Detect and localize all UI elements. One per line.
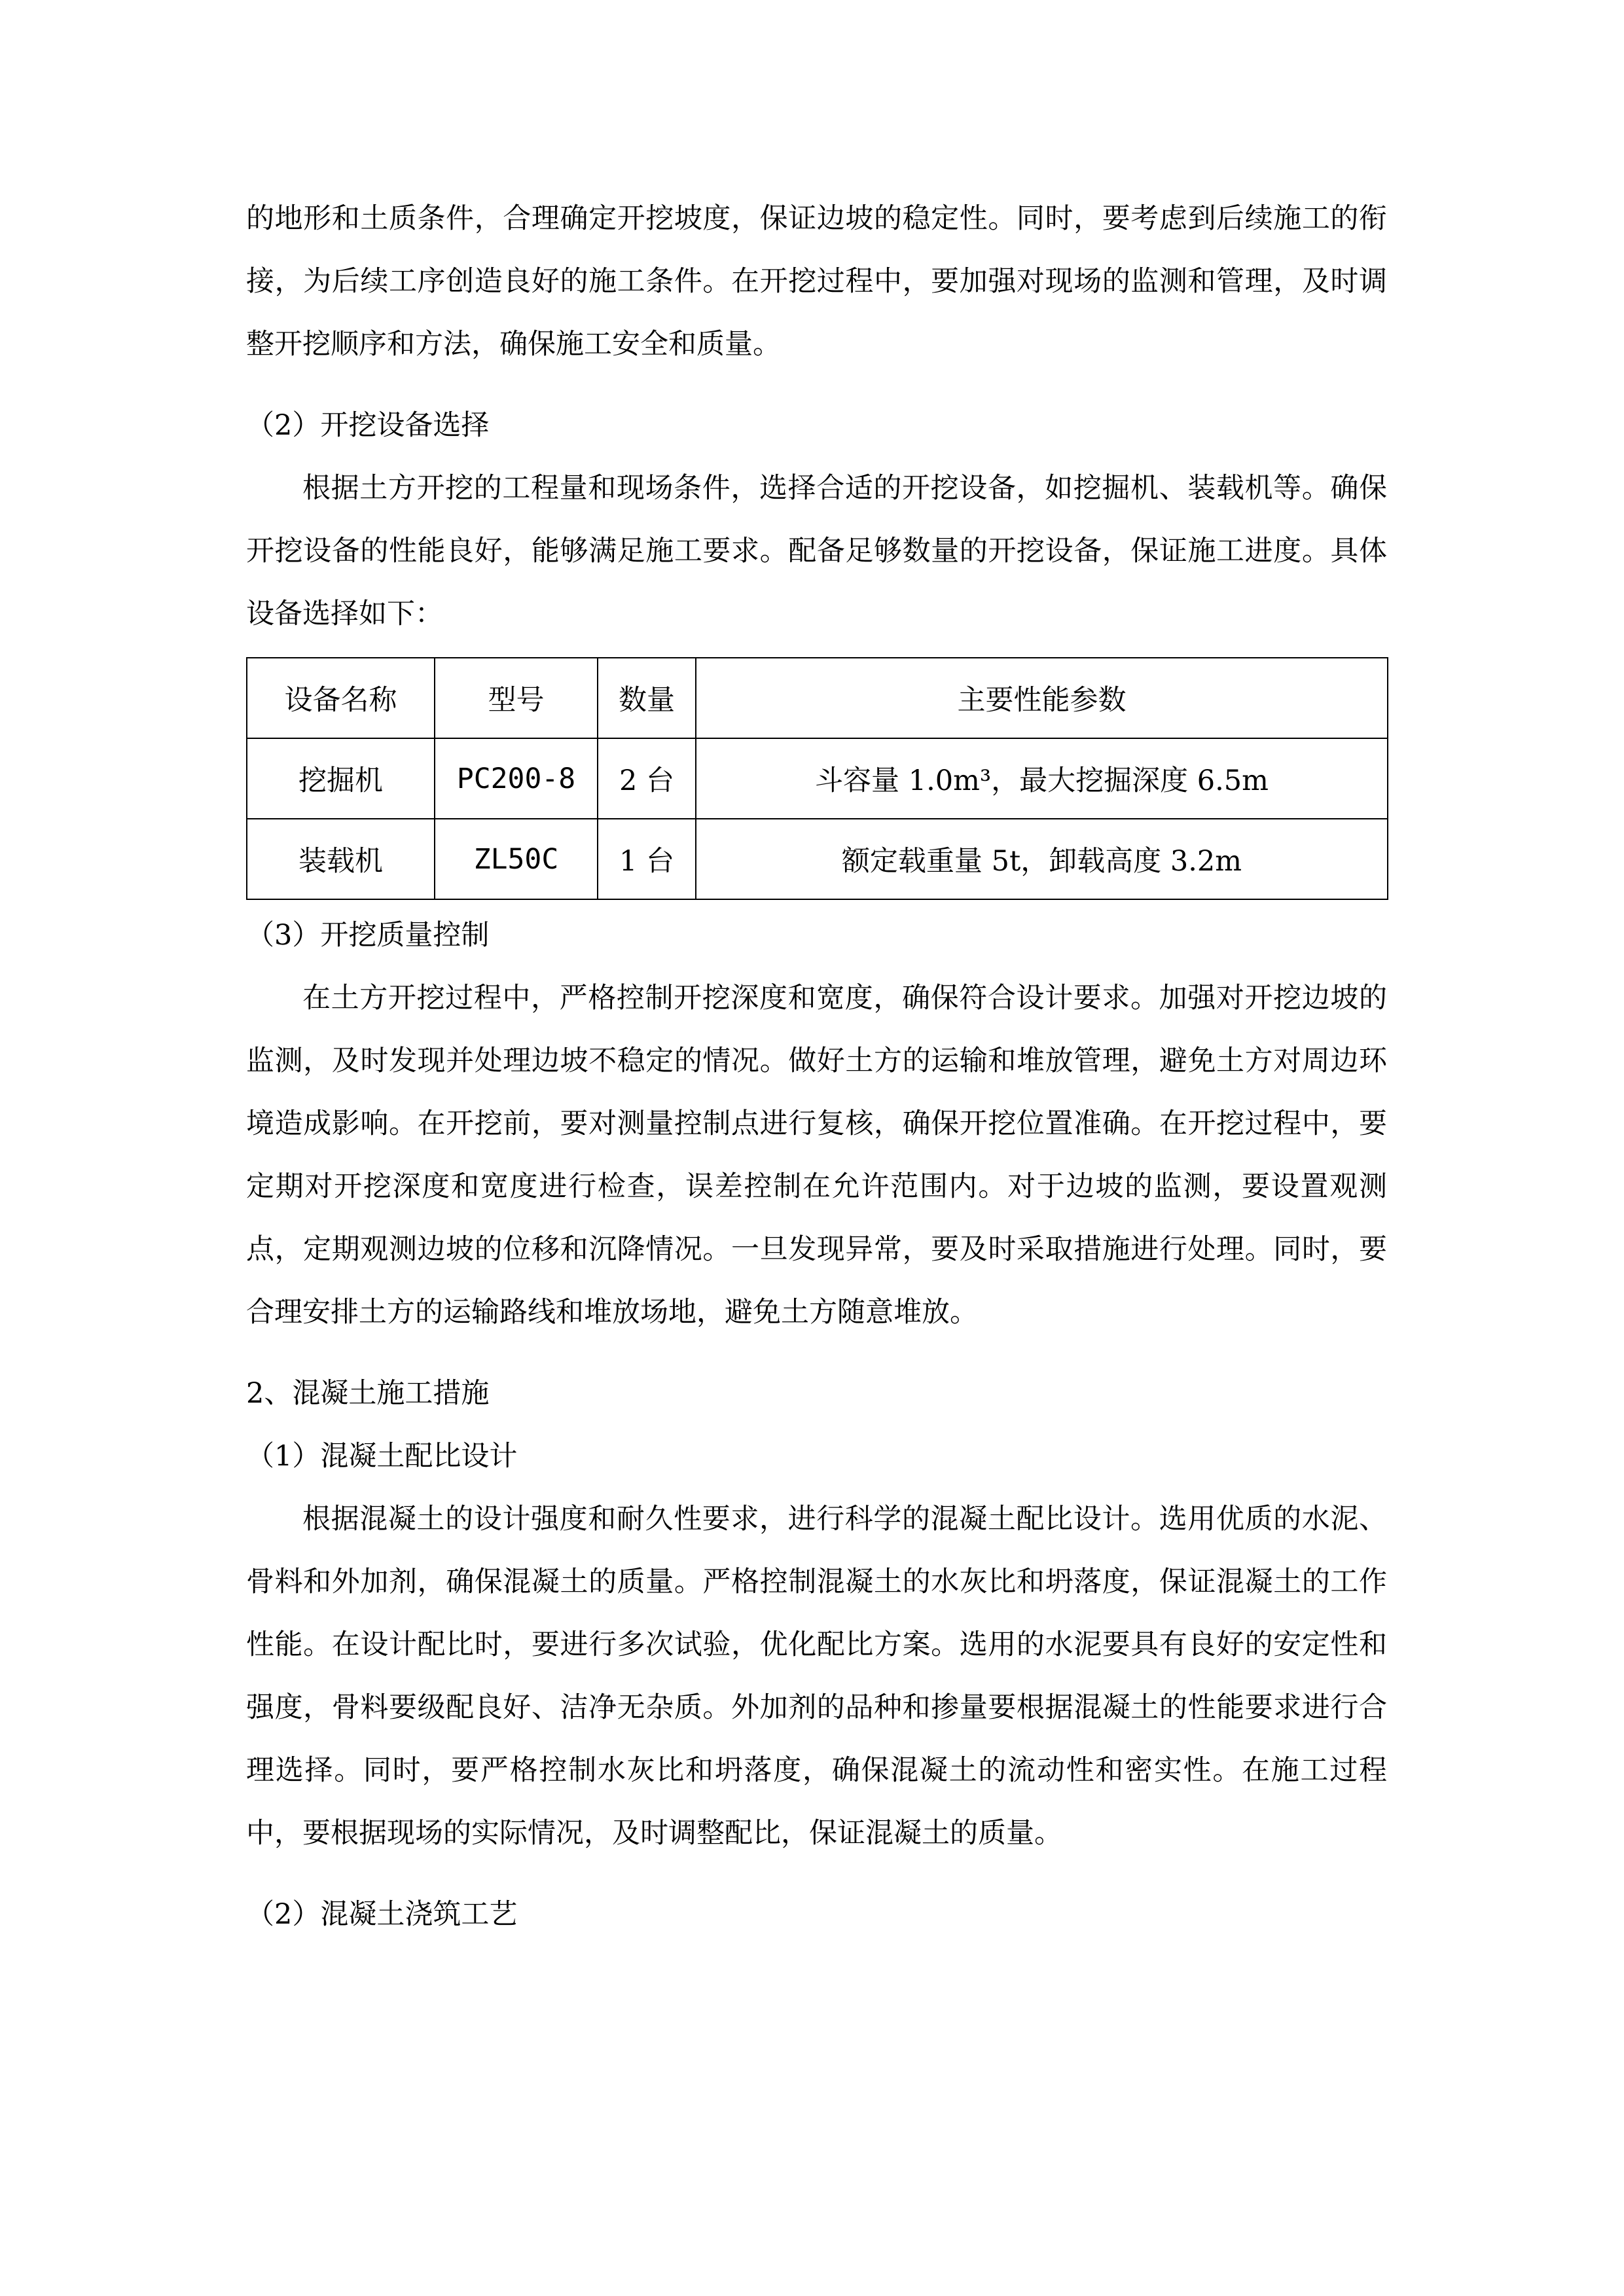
table-row: [247, 819, 1388, 899]
spacer: [246, 376, 1387, 394]
equipment-table: [246, 657, 1388, 900]
table-cell: 挖掘机: [247, 738, 435, 819]
paragraph-mix-design: 根据混凝土的设计强度和耐久性要求，进行科学的混凝土配比设计。选用优质的水泥、骨料和外加剂，确保混凝土的质量。严格控制混凝土的水灰比和坍落度，保证混凝土的工作性能。在设计配比时，要进行多次试验，优化配比方案。选用的水泥要具有良好的安定性和强度，骨料要级配良好、洁净无杂质。外加剂的品种和掺量要根据混凝土的性能要求进行合理选择。同时，要严格控制水灰比和坍落度，确保混凝土的流动性和密实性。在施工过程中，要根据现场的实际情况，及时调整配比，保证混凝土的质量。: [246, 1503, 1387, 1850]
table-header-row: [247, 658, 1388, 738]
table-cell: 斗容量 1.0m³，最大挖掘深度 6.5m: [696, 738, 1388, 819]
paragraph-equipment-selection: 根据土方开挖的工程量和现场条件，选择合适的开挖设备，如挖掘机、装载机等。确保开挖设备的性能良好，能够满足施工要求。配备足够数量的开挖设备，保证施工进度。具体设备选择如下：: [246, 472, 1387, 630]
table-header-cell: 型号: [435, 658, 598, 738]
paragraph-continued: 的地形和土质条件，合理确定开挖坡度，保证边坡的稳定性。同时，要考虑到后续施工的衔接，为后续工序创造良好的施工条件。在开挖过程中，要加强对现场的监测和管理，及时调整开挖顺序和方法，确保施工安全和质量。: [246, 202, 1387, 361]
table-header-cell: 主要性能参数: [696, 658, 1388, 738]
heading-concrete-measures: 2、混凝土施工措施: [246, 1377, 490, 1410]
document-content: [246, 187, 1387, 1946]
spacer: [246, 1865, 1387, 1883]
spacer: [246, 1344, 1387, 1362]
heading-pouring-process: （2）混凝土浇筑工艺: [246, 1898, 518, 1931]
heading-mix-design: （1）混凝土配比设计: [246, 1440, 518, 1473]
table-cell: 2 台: [598, 738, 696, 819]
table-header-cell: 数量: [598, 658, 696, 738]
table-cell: ZL50C: [435, 819, 598, 899]
paragraph-quality-control: 在土方开挖过程中，严格控制开挖深度和宽度，确保符合设计要求。加强对开挖边坡的监测，及时发现并处理边坡不稳定的情况。做好土方的运输和堆放管理，避免土方对周边环境造成影响。在开挖前，要对测量控制点进行复核，确保开挖位置准确。在开挖过程中，要定期对开挖深度和宽度进行检查，误差控制在允许范围内。对于边坡的监测，要设置观测点，定期观测边坡的位移和沉降情况。一旦发现异常，要及时采取措施进行处理。同时，要合理安排土方的运输路线和堆放场地，避免土方随意堆放。: [246, 982, 1387, 1329]
table-cell: 装载机: [247, 819, 435, 899]
table-row: [247, 738, 1388, 819]
table-cell: 额定载重量 5t，卸载高度 3.2m: [696, 819, 1388, 899]
table-cell: 1 台: [598, 819, 696, 899]
table-header-cell: 设备名称: [247, 658, 435, 738]
heading-quality-control: （3）开挖质量控制: [246, 919, 490, 952]
heading-equipment-selection: （2）开挖设备选择: [246, 409, 490, 442]
table-cell: PC200-8: [435, 738, 598, 819]
